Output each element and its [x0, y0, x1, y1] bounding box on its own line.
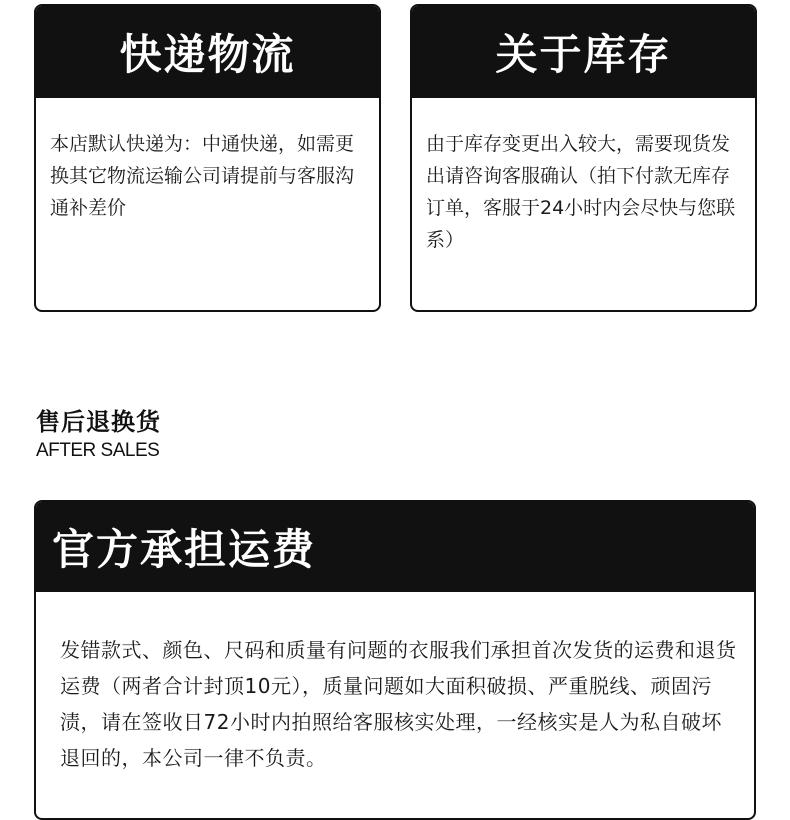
returns-card-title: 官方承担运费 — [36, 502, 754, 592]
inventory-card-title: 关于库存 — [412, 6, 755, 98]
inventory-card-text: 由于库存变更出入较大，需要现货发出请咨询客服确认（拍下付款无库存订单，客服于24小时内会尽快与您联系） — [426, 133, 736, 251]
returns-card-text: 发错款式、颜色、尺码和质量有问题的衣服我们承担首次发货的运费和退货运费（两者合计封顶10元），质量问题如大面积破损、严重脱线、顽固污渍，请在签收日72小时内拍照给客服核实处理，一经核实是人为私自破坏退回的，本公司一律不负责。 — [60, 638, 737, 770]
after-sales-subheading: AFTER SALES — [36, 440, 160, 461]
shipping-card-title: 快递物流 — [36, 6, 379, 98]
inventory-card — [410, 4, 757, 312]
after-sales-heading: 售后退换货 — [36, 408, 161, 436]
shipping-card — [34, 4, 381, 312]
shipping-card-text: 本店默认快递为：中通快递，如需更换其它物流运输公司请提前与客服沟通补差价 — [50, 133, 355, 219]
returns-card — [34, 500, 756, 820]
